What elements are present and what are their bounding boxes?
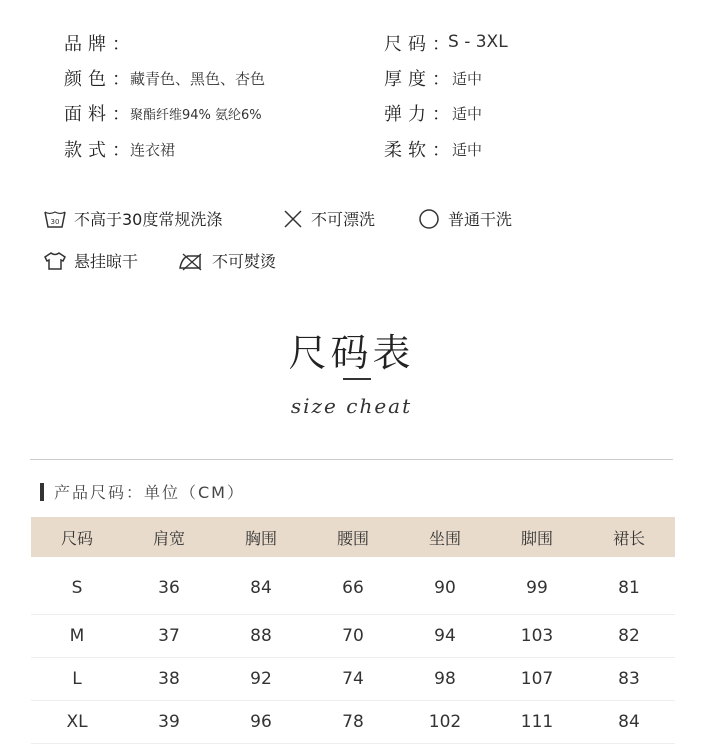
header-cell: 坐围 (399, 517, 491, 557)
table-cell: L (31, 658, 123, 701)
table-cell: 81 (583, 557, 675, 615)
size-chart-title: 尺码表 (288, 331, 415, 375)
spec-elasticity-label: 弹力： (384, 104, 456, 125)
care-hang-dry (44, 249, 138, 272)
table-cell: 102 (399, 701, 491, 744)
table-cell: 82 (583, 615, 675, 658)
table-cell: 111 (491, 701, 583, 744)
table-row (31, 557, 675, 615)
table-cell: 83 (583, 658, 675, 701)
table-cell: 36 (123, 557, 215, 615)
table-cell: 39 (123, 701, 215, 744)
table-cell: 88 (215, 615, 307, 658)
table-row (31, 615, 675, 658)
spec-fabric-label: 面料： (64, 104, 136, 125)
table-cell: 94 (399, 615, 491, 658)
spec-brand-label: 品牌： (64, 34, 136, 55)
header-cell: 胸围 (215, 517, 307, 557)
care-no-bleach-label: 不可漂洗 (311, 210, 376, 229)
header-cell: 裙长 (583, 517, 675, 557)
table-header (31, 517, 675, 557)
header-cell: 尺码 (31, 517, 123, 557)
table-cell: M (31, 615, 123, 658)
spec-size-value: S - 3XL (448, 32, 508, 52)
table-cell: 99 (491, 557, 583, 615)
shirt-icon (44, 251, 66, 271)
table-cell: 38 (123, 658, 215, 701)
spec-color-label: 颜色： (64, 69, 136, 90)
size-chart-subtitle: size cheat (290, 394, 413, 418)
size-table (31, 517, 675, 744)
table-cell: 92 (215, 658, 307, 701)
circle-icon (418, 208, 440, 230)
spec-color-value: 藏青色、黑色、杏色 (130, 70, 266, 88)
table-cell: 84 (583, 701, 675, 744)
spec-softness-value: 适中 (452, 141, 483, 159)
table-cell: 98 (399, 658, 491, 701)
svg-text:30: 30 (50, 217, 60, 226)
spec-elasticity-value: 适中 (452, 105, 483, 123)
care-wash (44, 207, 222, 230)
care-wash-label: 不高于30度常规洗涤 (74, 210, 223, 229)
table-cell: XL (31, 701, 123, 744)
header-cell: 脚围 (491, 517, 583, 557)
header-cell: 腰围 (307, 517, 399, 557)
table-cell: 70 (307, 615, 399, 658)
spec-style-value: 连衣裙 (130, 141, 176, 159)
title-divider (343, 378, 371, 380)
table-cell: 107 (491, 658, 583, 701)
care-no-iron-label: 不可熨烫 (212, 252, 277, 271)
spec-softness-label: 柔软： (384, 140, 456, 161)
care-no-iron (178, 249, 276, 272)
table-cell: 90 (399, 557, 491, 615)
table-cell: 66 (307, 557, 399, 615)
table-cell: 84 (215, 557, 307, 615)
table-cell: 78 (307, 701, 399, 744)
section-label: 产品尺码：单位（CM） (40, 480, 245, 503)
spec-style-label: 款式： (64, 140, 136, 161)
spec-thickness-value: 适中 (452, 70, 483, 88)
table-cell: 74 (307, 658, 399, 701)
wash-tub-icon (44, 209, 66, 229)
table-row (31, 701, 675, 744)
spec-thickness-label: 厚度： (384, 69, 456, 90)
cross-icon (283, 209, 303, 229)
table-cell: 37 (123, 615, 215, 658)
table-cell: S (31, 557, 123, 615)
table-cell: 96 (215, 701, 307, 744)
header-cell: 肩宽 (123, 517, 215, 557)
table-cell: 103 (491, 615, 583, 658)
spec-size-label: 尺码： (384, 34, 456, 55)
section-divider (30, 459, 673, 460)
care-hang-dry-label: 悬挂晾干 (74, 252, 139, 271)
no-iron-icon (178, 251, 204, 271)
care-no-bleach (283, 207, 375, 230)
spec-fabric-value: 聚酯纤维94% 氨纶6% (130, 108, 262, 123)
table-row (31, 658, 675, 701)
care-dry-clean (418, 207, 512, 230)
care-dry-clean-label: 普通干洗 (448, 210, 513, 229)
